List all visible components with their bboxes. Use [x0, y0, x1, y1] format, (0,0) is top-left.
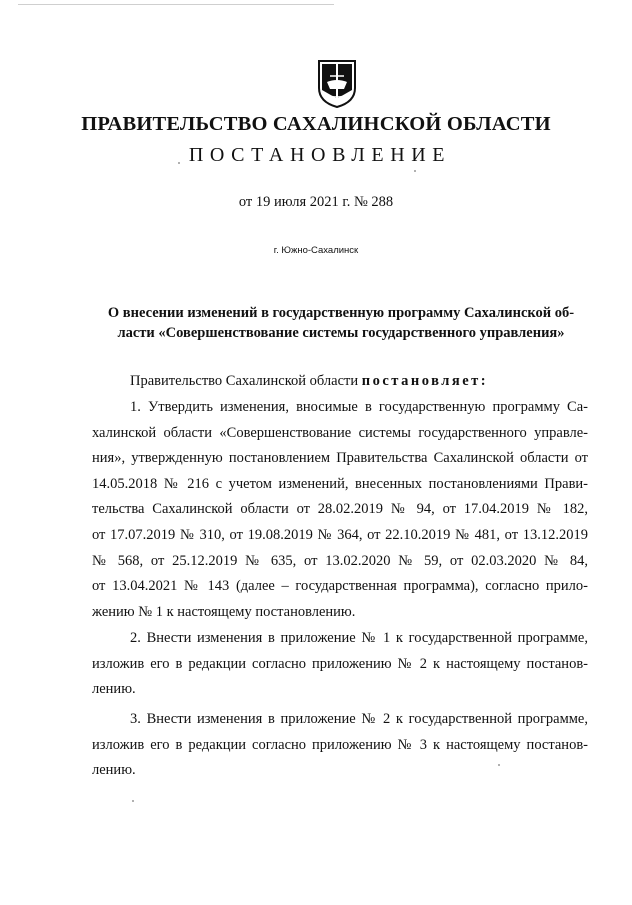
intro-prefix: Правительство Сахалинской области [130, 373, 362, 389]
coat-of-arms-icon [316, 58, 358, 108]
paragraph-line: изложив его в редакции согласно приложению № 3 к настоящему постанов- [92, 736, 588, 753]
paragraph-line: от 17.07.2019 № 310, от 19.08.2019 № 364, от 22.10.2019 № 481, от 13.12.2019 [92, 526, 588, 543]
scan-speck [178, 162, 180, 164]
government-name: ПРАВИТЕЛЬСТВО САХАЛИНСКОЙ ОБЛАСТИ [81, 113, 551, 135]
paragraph-2 [92, 626, 588, 703]
intro-line [130, 373, 488, 390]
title-line: ласти «Совершенствование системы государственного управления» [117, 325, 565, 341]
document-date-number: от 19 июля 2021 г. № 288 [238, 194, 394, 210]
paragraph-line: от 13.04.2021 № 143 (далее – государственная программа), согласно прило- [92, 578, 588, 595]
scan-edge-line [18, 4, 334, 5]
paragraph-line: изложив его в редакции согласно приложению № 2 к настоящему постанов- [92, 655, 588, 672]
paragraph-line: лению. [92, 762, 136, 779]
paragraph-line: тельства Сахалинской области от 28.02.2019 № 94, от 17.04.2019 № 182, [92, 501, 588, 518]
title-line: О внесении изменений в государственную программу Сахалинской об- [107, 305, 575, 321]
paragraph-line: 1. Утвердить изменения, вносимые в государственную программу Са- [130, 399, 588, 415]
document-city: г. Южно-Сахалинск [273, 245, 359, 256]
paragraph-line: № 568, от 25.12.2019 № 635, от 13.02.2020 № 59, от 02.03.2020 № 84, [92, 552, 588, 569]
intro-verb: постановляет: [361, 373, 489, 389]
paragraph-line: жению № 1 к настоящему постановлению. [92, 603, 356, 620]
document-type: ПОСТАНОВЛЕНИЕ [188, 144, 452, 166]
paragraph-3 [92, 707, 588, 784]
scan-speck [498, 764, 500, 766]
paragraph-line: 14.05.2018 № 216 с учетом изменений, внесенных постановлениями Прави- [92, 475, 588, 492]
paragraph-line: лению. [92, 681, 136, 698]
scan-speck [414, 170, 416, 172]
paragraph-line: ния», утвержденную постановлением Правительства Сахалинской области от [92, 450, 588, 467]
paragraph-line: 2. Внести изменения в приложение № 1 к государственной программе, [130, 630, 588, 646]
document-title [98, 303, 584, 343]
paragraph-line: 3. Внести изменения в приложение № 2 к государственной программе, [130, 711, 588, 727]
scan-speck [132, 800, 134, 802]
paragraph-line: халинской области «Совершенствование системы государственного управле- [92, 424, 588, 441]
paragraph-1 [92, 395, 588, 625]
